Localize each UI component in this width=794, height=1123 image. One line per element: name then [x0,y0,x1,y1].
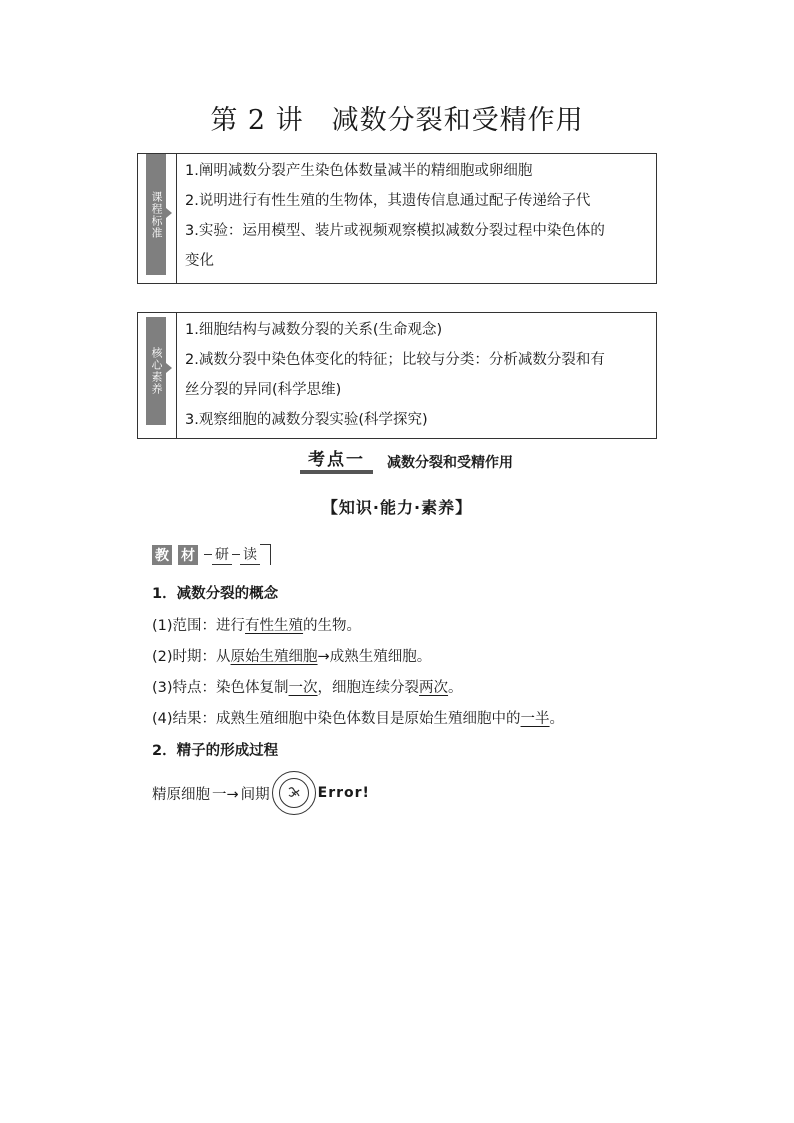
text: (2)时期：从 [152,649,231,665]
item-result [152,707,564,728]
curriculum-standard-box [137,153,657,284]
box-line: 2.说明进行有性生殖的生物体，其遗传信息通过配子传递给子代 [185,193,591,209]
jiaocai-char: 教 [152,545,172,565]
box-line: 3.实验：运用模型、装片或视频观察模拟减数分裂过程中染色体的 [185,223,605,239]
box-line: 1.阐明减数分裂产生染色体数量减半的精细胞或卵细胞 [185,163,533,179]
text: (4)结果：成熟生殖细胞中染色体数目是原始生殖细胞中的 [152,711,521,727]
text: (1)范围：进行 [152,618,246,634]
chevron-right-icon [166,363,172,373]
core-literacy-box [137,312,657,439]
box-line: 丝分裂的异同(科学思维) [185,382,342,398]
text: 的生物。 [303,618,362,634]
kaodian-heading [300,450,513,474]
page-title: 第 2 讲 减数分裂和受精作用 [210,105,584,136]
item-heading: 2．精子的形成过程 [152,743,279,759]
divider [232,554,240,555]
kaodian-badge: 考点一 [300,450,373,474]
text: →成熟生殖细胞。 [317,649,432,665]
text: 。 [549,711,565,727]
kaodian-title: 减数分裂和受精作用 [387,455,513,471]
section-heading: 【知识·能力·素养】 [321,498,473,517]
jiaocai-char: 研 [212,544,232,565]
divider [204,554,212,555]
jiaocai-char: 读 [240,544,260,565]
box-content [177,154,656,283]
cell-diagram-icon [272,771,316,815]
sperm-formation-flow [152,771,370,815]
chevron-right-icon [166,208,172,218]
text: 。 [448,680,463,696]
answer-text: 有性生殖 [245,618,304,634]
flow-stage: 间期 [240,786,270,803]
answer-text: 两次 [419,680,449,696]
item-period [152,645,431,666]
box-side [138,313,177,438]
cell-nucleus-icon [279,778,309,808]
box-line: 1.细胞结构与减数分裂的关系(生命观念) [185,322,443,338]
curriculum-standard-tag: 课程标准 [146,154,166,275]
item-range [152,614,361,635]
error-text: Error! [317,785,370,801]
core-literacy-tag: 核心素养 [146,317,166,425]
item-feature [152,676,463,697]
chromosome-icon [284,783,304,803]
box-line: 3.观察细胞的减数分裂实验(科学探究) [185,412,428,428]
text: ，细胞连续分裂 [317,680,420,696]
flow-start: 精原细胞 [152,786,210,803]
flow-arrow: 一→ [212,786,239,803]
jiaocai-label [152,541,271,565]
answer-text: 原始生殖细胞 [230,649,318,665]
box-side [138,154,177,283]
text: (3)特点：染色体复制 [152,680,289,696]
divider [260,544,271,565]
box-content [177,313,656,438]
item-heading: 1．减数分裂的概念 [152,586,279,602]
jiaocai-char: 材 [178,545,198,565]
box-line: 2.减数分裂中染色体变化的特征；比较与分类：分析减数分裂和有 [185,352,605,368]
answer-text: 一次 [288,680,318,696]
answer-text: 一半 [520,711,550,727]
box-line: 变化 [185,253,214,269]
